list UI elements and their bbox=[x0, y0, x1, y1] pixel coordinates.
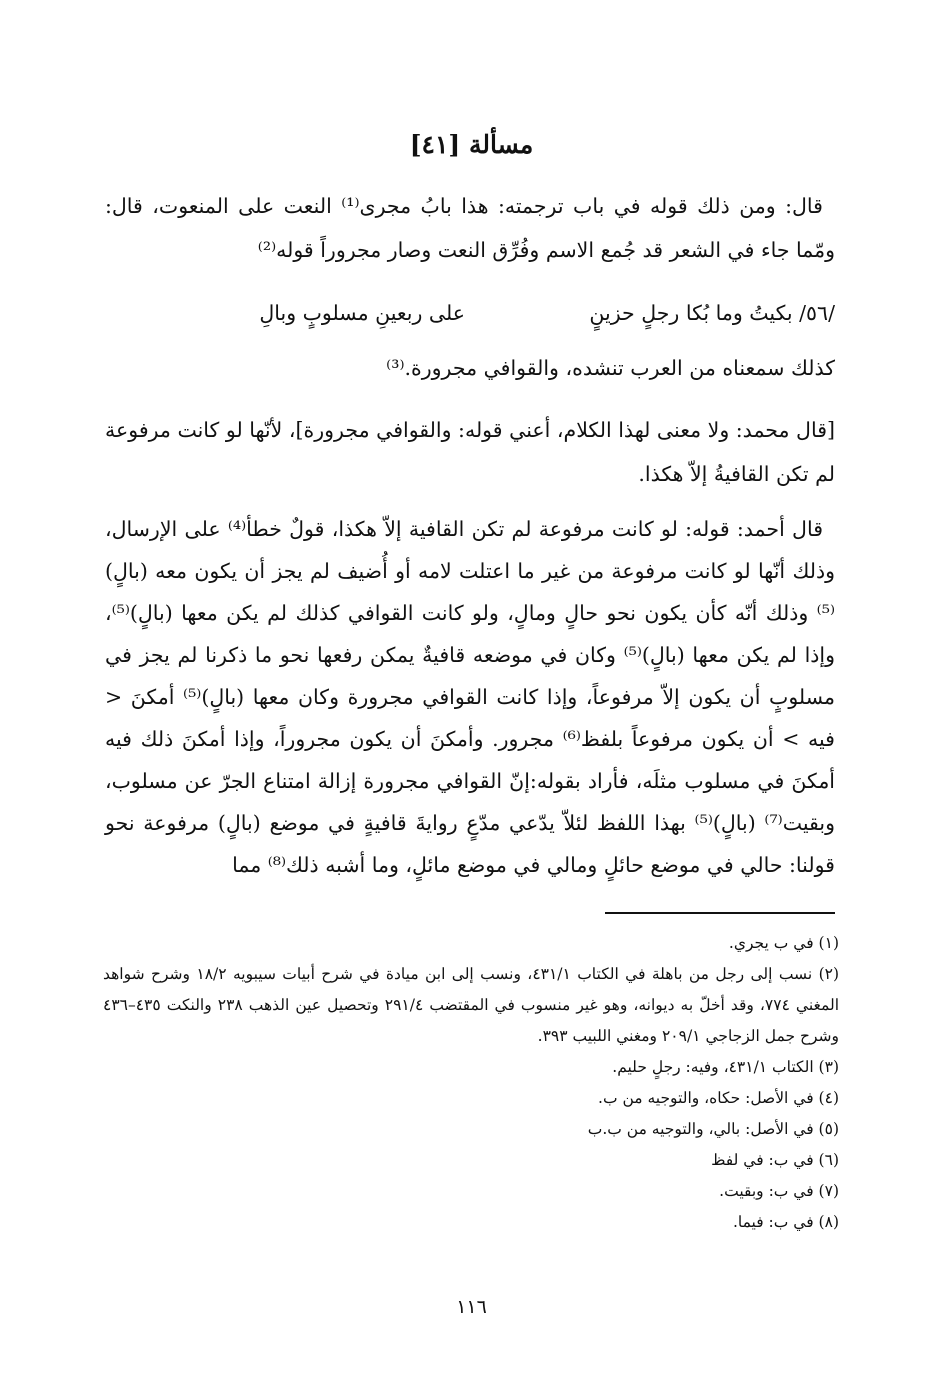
verse-second-hemistich: على ربعينِ مسلوبٍ وبالِ bbox=[259, 301, 465, 325]
paragraph-text: قال: ومن ذلك قوله في باب ترجمته: هذا بابُ مجرى⁽¹⁾ النعت على المنعوت، قال: ومّما جاء في الشعر قد جُمع الاسم وفُرِّق النعت وصار مجروراً قوله⁽²⁾ bbox=[105, 194, 835, 262]
footnote-5: (٥) في الأصل: بالي، والتوجيه من ب.ب bbox=[587, 1120, 839, 1138]
footnote-2: (٢) نسب إلى رجل من باهلة في الكتاب ٤٣١/١، ونسب إلى ابن ميادة في شرح أبيات سيبويه ١٨/٢ وشرح شواهد المغني ٧٧٤، وقد أخلّ به ديوانه، وهو غير منسوب في المقتضب ٢٩١/٤ وتحصيل عين الذهب ٢٣٨ والنكت ٤٣٥–٤٣٦ وشرح جمل الزجاجي ٢٠٩/١ ومغني اللبيب ٣٩٣. bbox=[103, 965, 840, 1045]
paragraph-2 bbox=[105, 346, 835, 390]
footnote-7: (٧) في ب: وبقيت. bbox=[719, 1182, 839, 1200]
poetry-verse bbox=[105, 293, 835, 333]
footnotes bbox=[103, 928, 839, 1238]
footnote-3: (٣) الكتاب ٤٣١/١، وفيه: رجلٍ حليم. bbox=[612, 1058, 839, 1076]
footnote-6: (٦) في ب: في لفظ bbox=[711, 1151, 839, 1169]
footnote-separator bbox=[605, 912, 835, 914]
paragraph-4 bbox=[105, 508, 835, 886]
footnote-4: (٤) في الأصل: حكاه، والتوجيه من ب. bbox=[598, 1089, 839, 1107]
page-title: مسألة [٤١] bbox=[409, 130, 534, 159]
verse-first-hemistich: /٥٦/ بكيتُ وما بُكا رجلٍ حزينٍ bbox=[589, 301, 835, 325]
footnote-1: (١) في ب يجري. bbox=[728, 934, 839, 952]
paragraph-3 bbox=[105, 408, 835, 496]
paragraph-text: كذلك سمعناه من العرب تنشده، والقوافي مجرورة.⁽³⁾ bbox=[386, 356, 835, 380]
paragraph-text: قال أحمد: قوله: لو كانت مرفوعة لم تكن القافية إلاّ هكذا، قولٌ خطأ⁽⁴⁾ على الإرسال، وذلك أنّها لو كانت مرفوعة من غير ما اعتلت لامه أو أُضيف لم يجز أن يكون معه (بالٍ)⁽⁵⁾ وذلك أنّه كأن يكون نحو حالٍ ومالٍ، ولو كانت القوافي كذلك لم يكن معها (بالٍ)⁽⁵⁾، وإذا لم يكن معها (بالٍ)⁽⁵⁾ وكان في موضعه قافيةٌ يمكن رفعها نحو ما ذكرنا لم يجز في مسلوبٍ أن يكون إلاّ مرفوعاً، وإذا كانت القوافي مجرورة وكان معها (بالٍ)⁽⁵⁾ أمكنَ < فيه > أن يكون مرفوعاً بلفظ⁽⁶⁾ مجرور. وأمكنَ أن يكون مجروراً، وإذا أمكنَ ذلك فيه أمكنَ في مسلوب مثلَه، فأراد بقوله:إنّ القوافي مجرورة إزالة امتناع الجرّ عن مسلوب، وبقيت⁽⁷⁾ (بالٍ)⁽⁵⁾ بهذا اللفظ لئلاّ يدّعي مدّعٍ روايةَ قافيةٍ في موضع (بالٍ) مرفوعة نحو قولنا: حالي في موضع حائلٍ ومالي في موضع مائلٍ، وما أشبه ذلك⁽⁸⁾ مما bbox=[105, 517, 835, 877]
footnote-8: (٨) في ب: فيما. bbox=[732, 1213, 839, 1231]
page-number: ١١٦ bbox=[456, 1296, 487, 1318]
paragraph-text: [قال محمد: ولا معنى لهذا الكلام، أعني قوله: والقوافي مجرورة]، لأنّها لو كانت مرفوعة لم تكن القافيةُ إلاّ هكذا. bbox=[105, 418, 835, 486]
paragraph-1 bbox=[105, 184, 835, 272]
